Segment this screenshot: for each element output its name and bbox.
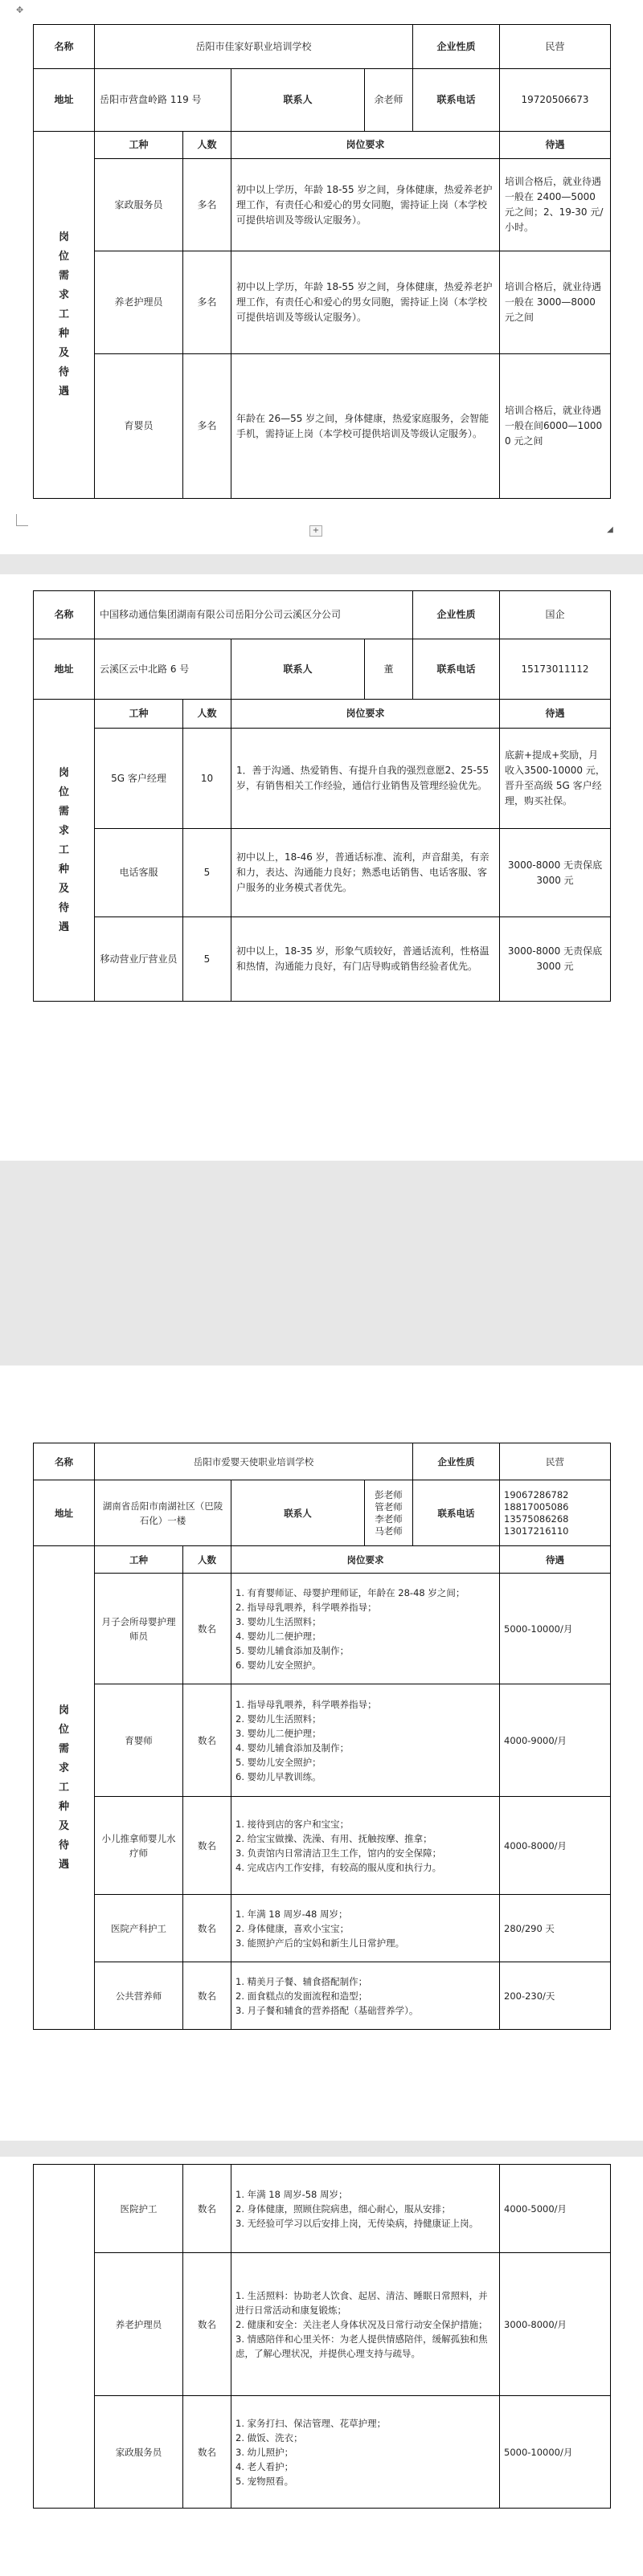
job-requirements: 1. 家务打扫、保洁管理、花草护理； 2. 做饭、洗衣； 3. 幼儿照护； 4. 老人看护； 5. 宠物照看。 [231,2396,500,2509]
job-benefits: 5000-10000/月 [500,1574,611,1684]
company-address: 岳阳市营盘岭路 119 号 [95,69,231,132]
label-address: 地址 [34,69,95,132]
label-contact: 联系人 [231,1480,365,1546]
table-row [34,917,611,1002]
label-company-type: 企业性质 [413,1443,500,1480]
job-title: 月子会所母婴护理师员 [95,1574,183,1684]
header-job: 工种 [95,1546,183,1574]
job-count: 数名 [183,2253,231,2396]
job-count: 数名 [183,1895,231,1962]
contact-person: 董 [365,639,413,700]
job-title: 育婴师 [95,1684,183,1797]
company-name: 岳阳市佳家好职业培训学校 [95,25,413,69]
contact-phone: 15173011112 [500,639,611,700]
table-row [34,1797,611,1895]
job-benefits: 底薪+提成+奖励，月收入3500-10000 元，晋升至高级 5G 客户经理，购买社保。 [500,729,611,829]
job-benefits: 3000-8000 无责保底 3000 元 [500,917,611,1002]
company-type: 民营 [500,1443,611,1480]
job-requirements: 1. 精美月子餐、辅食搭配制作； 2. 面食糕点的发面流程和造型； 3. 月子餐和辅食的营养搭配（基础营养学）。 [231,1962,500,2030]
job-count: 多名 [183,354,231,499]
job-benefits: 4000-8000/月 [500,1797,611,1895]
job-requirements: 年龄在 26—55 岁之间，身体健康，热爱家庭服务，会智能手机，需持证上岗（本学校可提供培训及等级认定服务）。 [231,354,500,499]
company-type: 民营 [500,25,611,69]
header-benefits: 待遇 [500,700,611,729]
label-company-type: 企业性质 [413,25,500,69]
label-name: 名称 [34,25,95,69]
label-phone: 联系电话 [413,639,500,700]
job-requirements: 初中以上，18-46 岁，普通话标准、流利，声音甜美，有亲和力，表达、沟通能力良好；熟悉电话销售、电话客服、客户服务的业务模式者优先。 [231,829,500,917]
label-address: 地址 [34,1480,95,1546]
job-title: 养老护理员 [95,251,183,354]
job-count: 5 [183,829,231,917]
table-row [34,2165,611,2253]
company-address: 湖南省岳阳市南湖社区（巴陵石化）一楼 [95,1480,231,1546]
company-address: 云溪区云中北路 6 号 [95,639,231,700]
table-row [34,251,611,354]
job-benefits: 4000-5000/月 [500,2165,611,2253]
job-title: 医院产科护工 [95,1895,183,1962]
header-requirements: 岗位要求 [231,132,500,159]
job-count: 数名 [183,1797,231,1895]
company-table-3 [33,1443,611,2030]
job-benefits: 培训合格后，就业待遇一般在 3000—8000 元之间 [500,251,611,354]
job-requirements: 1. 年满 18 周岁-48 周岁； 2. 身体健康，喜欢小宝宝； 3. 能照护产后的宝妈和新生儿日常护理。 [231,1895,500,1962]
job-title: 医院护工 [95,2165,183,2253]
job-count: 5 [183,917,231,1002]
header-count: 人数 [183,700,231,729]
job-benefits: 培训合格后，就业待遇一般在间6000—10000 元之间 [500,354,611,499]
company-name: 中国移动通信集团湖南有限公司岳阳分公司云溪区分公司 [95,591,413,639]
side-label: 岗 位 需 求 工 种 及 待 遇 [34,132,95,499]
table-row [34,2396,611,2509]
label-name: 名称 [34,1443,95,1480]
company-table-3-continued [33,2164,611,2509]
label-phone: 联系电话 [413,69,500,132]
job-title: 移动营业厅营业员 [95,917,183,1002]
table-row [34,729,611,829]
page-break-gap [0,2141,643,2157]
document-page-1 [0,0,643,554]
table-row [34,829,611,917]
header-count: 人数 [183,1546,231,1574]
resize-handle-icon[interactable]: ◢ [607,525,613,534]
header-requirements: 岗位要求 [231,700,500,729]
header-job: 工种 [95,132,183,159]
add-row-button[interactable]: + [309,525,322,537]
header-benefits: 待遇 [500,132,611,159]
job-count: 10 [183,729,231,829]
job-benefits: 4000-9000/月 [500,1684,611,1797]
label-company-type: 企业性质 [413,591,500,639]
company-table-2 [33,590,611,1002]
header-benefits: 待遇 [500,1546,611,1574]
job-requirements: 1. 指导母乳喂养，科学喂养指导； 2. 婴幼儿生活照料； 3. 婴幼儿二便护理； 4. 婴幼儿辅食添加及制作； 5. 婴幼儿安全照护； 6. 婴幼儿早教训练。 [231,1684,500,1797]
label-phone: 联系电话 [413,1480,500,1546]
header-requirements: 岗位要求 [231,1546,500,1574]
side-label: 岗 位 需 求 工 种 及 待 遇 [34,700,95,1002]
job-count: 数名 [183,2396,231,2509]
job-benefits: 5000-10000/月 [500,2396,611,2509]
document-page-2 [0,574,643,1161]
table-row [34,2253,611,2396]
table-row [34,354,611,499]
job-benefits: 3000-8000/月 [500,2253,611,2396]
label-contact: 联系人 [231,639,365,700]
table-row [34,1574,611,1684]
label-name: 名称 [34,591,95,639]
job-title: 小儿推拿师婴儿水疗师 [95,1797,183,1895]
job-title: 5G 客户经理 [95,729,183,829]
job-benefits: 280/290 天 [500,1895,611,1962]
job-requirements: 1. 年满 18 周岁-58 周岁； 2. 身体健康，照顾住院病患，细心耐心，服从安排； 3. 无经验可学习以后安排上岗，无传染病，持健康证上岗。 [231,2165,500,2253]
job-count: 数名 [183,1962,231,2030]
job-requirements: 1. 生活照料：协助老人饮食、起居、清洁、睡眠日常照料，并进行日常活动和康复锻炼； 2. 健康和安全：关注老人身体状况及日常行动安全保护措施； 3. 情感陪伴和心里关怀：为老人提供情感陪伴，缓解孤独和焦虑，了解心理状况，并提供心理支持与疏导。 [231,2253,500,2396]
job-title: 公共营养师 [95,1962,183,2030]
document-page-3 [0,1366,643,2576]
corner-mark-left [16,514,28,526]
job-requirements: 初中以上，18-35 岁，形象气质较好，普通话流利，性格温和热情，沟通能力良好，有门店导购或销售经验者优先。 [231,917,500,1002]
table-row [34,159,611,251]
job-benefits: 200-230/天 [500,1962,611,2030]
table-row [34,1962,611,2030]
contact-persons: 彭老师 管老师 李老师 马老师 [365,1480,413,1546]
job-count: 多名 [183,251,231,354]
table-row [34,1684,611,1797]
company-type: 国企 [500,591,611,639]
label-contact: 联系人 [231,69,365,132]
contact-person: 余老师 [365,69,413,132]
job-count: 数名 [183,2165,231,2253]
job-benefits: 培训合格后，就业待遇一般在 2400—5000 元之间；2、19-30 元/小时。 [500,159,611,251]
job-requirements: 1. 接待到店的客户和宝宝； 2. 给宝宝做操、洗澡、有用、抚触按摩、推拿； 3. 负责馆内日常清洁卫生工作，馆内的安全保障； 4. 完成店内工作安排，有较高的服从度和执行力。 [231,1797,500,1895]
job-title: 家政服务员 [95,159,183,251]
side-label-blank [34,2165,95,2509]
header-count: 人数 [183,132,231,159]
company-name: 岳阳市爱婴天使职业培训学校 [95,1443,413,1480]
company-table-1 [33,24,611,499]
job-count: 数名 [183,1574,231,1684]
job-requirements: 初中以上学历，年龄 18-55 岁之间，身体健康，热爱养老护理工作，有责任心和爱心的男女同胞，需持证上岗（本学校可提供培训及等级认定服务）。 [231,159,500,251]
side-label: 岗 位 需 求 工 种 及 待 遇 [34,1546,95,2030]
job-requirements: 1. 有育婴师证、母婴护理师证，年龄在 28-48 岁之间； 2. 指导母乳喂养，科学喂养指导； 3. 婴幼儿生活照料； 4. 婴幼儿二便护理； 5. 婴幼儿辅食添加及制作； 6. 婴幼儿安全照护。 [231,1574,500,1684]
header-job: 工种 [95,700,183,729]
job-benefits: 3000-8000 无责保底 3000 元 [500,829,611,917]
job-title: 育婴员 [95,354,183,499]
label-address: 地址 [34,639,95,700]
job-title: 家政服务员 [95,2396,183,2509]
job-count: 数名 [183,1684,231,1797]
contact-phones: 19067286782 18817005086 13575086268 13017216110 [500,1480,611,1546]
job-count: 多名 [183,159,231,251]
job-title: 电话客服 [95,829,183,917]
job-title: 养老护理员 [95,2253,183,2396]
table-move-handle-icon[interactable]: ✥ [16,5,24,15]
contact-phone: 19720506673 [500,69,611,132]
job-requirements: 初中以上学历，年龄 18-55 岁之间，身体健康，热爱养老护理工作，有责任心和爱心的男女同胞，需持证上岗（本学校可提供培训及等级认定服务）。 [231,251,500,354]
job-requirements: 1．善于沟通、热爱销售、有提升自我的强烈意愿2、25-55 岁，有销售相关工作经验，通信行业销售及管理经验优先。 [231,729,500,829]
table-row [34,1895,611,1962]
